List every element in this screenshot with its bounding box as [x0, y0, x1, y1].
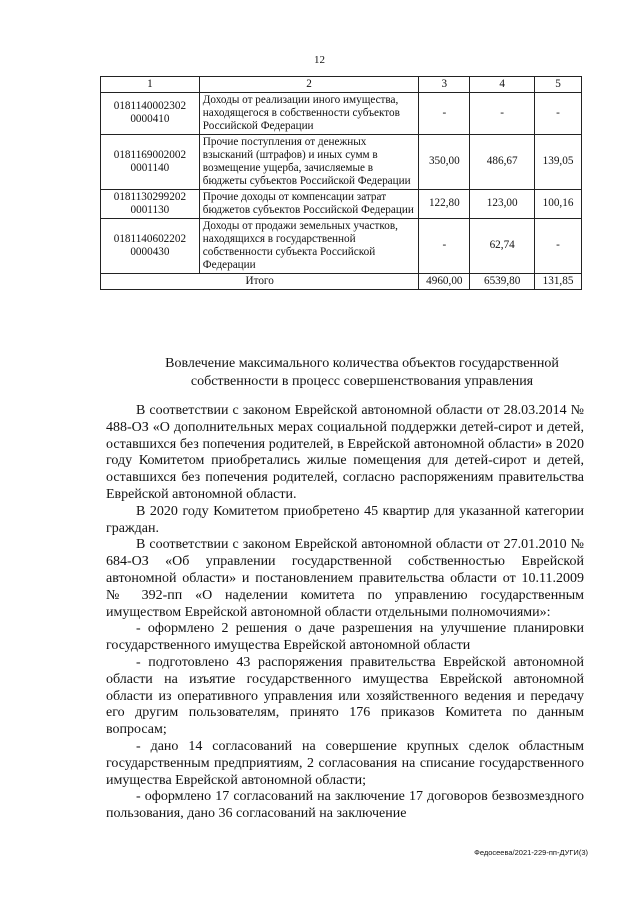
value-cell: - — [535, 218, 582, 273]
description-cell: Доходы от продажи земельных участков, находящихся в государственной собственности субъекта Российской Федерации — [199, 218, 419, 273]
value-cell: 486,67 — [470, 134, 535, 189]
budget-code-cell: 0181130299202 0001130 — [101, 189, 200, 218]
total-label: Итого — [101, 273, 419, 289]
paragraph: В соответствии с законом Еврейской автономной области от 27.01.2010 № 684-ОЗ «Об управлении государственной собственностью Еврейской автономной области» и постановлением правительства области от 10.11.2009 № 392-пп «О наделении комитета по управлению государственным имуществом Еврейской автономной области отдельными полномочиями»: — [106, 537, 584, 620]
paragraph: В 2020 году Комитетом приобретено 45 квартир для указанной категории граждан. — [106, 503, 584, 536]
page-number: 12 — [314, 54, 325, 66]
table-header-cell: 4 — [470, 77, 535, 93]
paragraph: - дано 14 согласований на совершение крупных сделок областным государственным предприятиям, 2 согласования на списание государственного имущества Еврейской автономной области; — [106, 738, 584, 788]
value-cell: 100,16 — [535, 189, 582, 218]
value-cell: - — [419, 92, 470, 134]
table-row — [101, 218, 582, 273]
value-cell: - — [535, 92, 582, 134]
paragraph: - оформлено 17 согласований на заключение 17 договоров безвозмездного пользования, дано 36 согласований на заключение — [106, 789, 584, 822]
total-value-cell: 6539,80 — [470, 273, 535, 289]
paragraph: - подготовлено 43 распоряжения правительства Еврейской автономной области на изъятие государственного имущества Еврейской автономной области из оперативного управления или хозяйственного ведения и передачу его другим пользователям, принято 176 приказов Комитета по данным вопросам; — [106, 654, 584, 738]
document-footer: Федосеева/2021-229-пп-ДУГИ(3) — [474, 848, 588, 857]
table-total-row — [101, 273, 582, 289]
table-row — [101, 92, 582, 134]
description-cell: Доходы от реализации иного имущества, находящегося в собственности субъектов Российской Федерации — [199, 92, 419, 134]
value-cell: 139,05 — [535, 134, 582, 189]
value-cell: 62,74 — [470, 218, 535, 273]
total-value-cell: 131,85 — [535, 273, 582, 289]
value-cell: - — [419, 218, 470, 273]
budget-code-cell: 0181169002002 0001140 — [101, 134, 200, 189]
description-cell: Прочие доходы от компенсации затрат бюджетов субъектов Российской Федерации — [199, 189, 419, 218]
table-row — [101, 134, 582, 189]
value-cell: 122,80 — [419, 189, 470, 218]
table-header-row — [101, 77, 582, 93]
value-cell: - — [470, 92, 535, 134]
table-row — [101, 189, 582, 218]
value-cell: 123,00 — [470, 189, 535, 218]
table-header-cell: 2 — [199, 77, 419, 93]
description-cell: Прочие поступления от денежных взысканий (штрафов) и иных сумм в возмещение ущерба, зачисляемые в бюджеты субъектов Российской Федерации — [199, 134, 419, 189]
body-text — [106, 403, 584, 823]
section-title: Вовлечение максимального количества объектов государственной собственности в процесс совершенствования управления — [165, 356, 559, 390]
paragraph: - оформлено 2 решения о даче разрешения на улучшение планировки государственного имущества Еврейской автономной области — [106, 621, 584, 654]
table-header-cell: 1 — [101, 77, 200, 93]
total-value-cell: 4960,00 — [419, 273, 470, 289]
paragraph: В соответствии с законом Еврейской автономной области от 28.03.2014 № 488-ОЗ «О дополнительных мерах социальной поддержки детей-сирот и детей, оставшихся без попечения родителей, в Еврейской автономной области» в 2020 году Комитетом приобретались жилые помещения для детей-сирот и детей, оставшихся без попечения родителей, согласно распоряжениям правительства Еврейской автономной области. — [106, 403, 584, 502]
revenue-table — [100, 76, 582, 290]
value-cell: 350,00 — [419, 134, 470, 189]
budget-code-cell: 0181140002302 0000410 — [101, 92, 200, 134]
table-header-cell: 3 — [419, 77, 470, 93]
table-header-cell: 5 — [535, 77, 582, 93]
budget-code-cell: 0181140602202 0000430 — [101, 218, 200, 273]
